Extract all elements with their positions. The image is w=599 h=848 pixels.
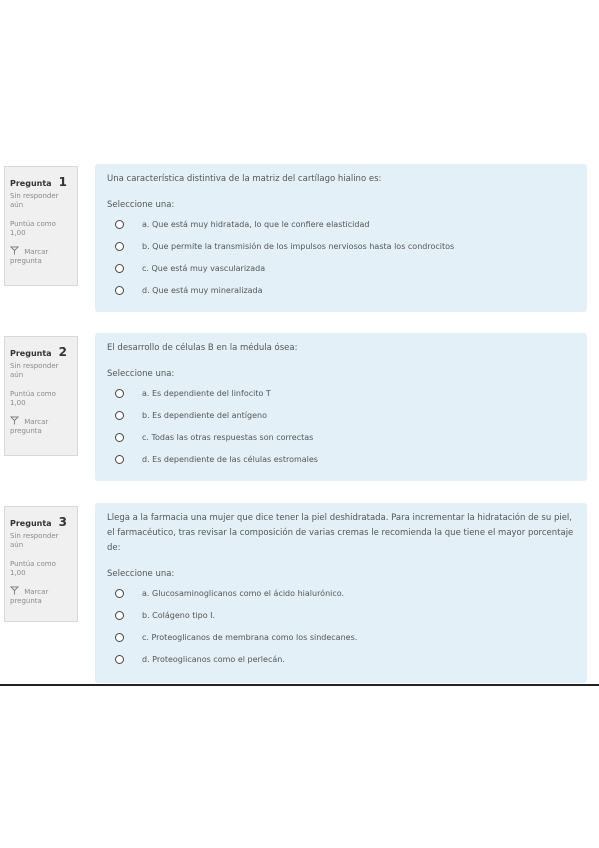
question-state: Sin responder aún [10,192,59,209]
question-grade: Puntúa como 1,00 [10,220,56,237]
flag-icon [10,246,19,255]
question-content [95,164,587,312]
question-number: 3 [58,515,68,529]
radio-button[interactable] [115,611,124,620]
question-info [4,166,78,286]
question-text: Una característica distintiva de la matriz del cartílago hialino es: [107,174,382,184]
radio-button[interactable] [115,455,124,464]
radio-button[interactable] [115,242,124,251]
answer-option-a[interactable]: a. Glucosaminoglicanos como el ácido hialurónico. [107,582,575,604]
question-state: Sin responder aún [10,532,59,549]
question-text: Llega a la farmacia una mujer que dice tener la piel deshidratada. Para incrementar la hidratación de su piel, el farmacéutico, tras revisar la composición de varias cremas le recomienda la que tiene el mayor porcentaje de: [107,513,574,553]
answer-prompt: Seleccione una: [107,569,175,579]
question-content [95,333,587,481]
radio-button[interactable] [115,264,124,273]
flag-icon [10,586,19,595]
flag-label: Marcar pregunta [10,248,49,265]
question-info [4,336,78,456]
question-content [95,503,587,683]
answer-option-b[interactable]: b. Es dependiente del antígeno [107,404,575,426]
answer-option-c[interactable]: c. Que está muy vascularizada [107,257,575,279]
question-number: 2 [58,345,68,359]
radio-button[interactable] [115,433,124,442]
answer-options [107,213,575,301]
answer-options [107,582,575,670]
radio-button[interactable] [115,411,124,420]
question-grade: Puntúa como 1,00 [10,560,56,577]
flag-question-link[interactable] [10,246,72,266]
question-label: Pregunta [10,349,52,358]
question-state: Sin responder aún [10,362,59,379]
answer-prompt: Seleccione una: [107,369,175,379]
radio-button[interactable] [115,655,124,664]
answer-option-c[interactable]: c. Todas las otras respuestas son correctas [107,426,575,448]
question-grade: Puntúa como 1,00 [10,390,56,407]
radio-button[interactable] [115,389,124,398]
radio-button[interactable] [115,220,124,229]
page-divider [0,684,599,686]
radio-button[interactable] [115,286,124,295]
question-text: El desarrollo de células B en la médula ósea: [107,343,298,353]
flag-question-link[interactable] [10,586,72,606]
answer-option-d[interactable]: d. Es dependiente de las células estromales [107,448,575,470]
answer-option-b[interactable]: b. Colágeno tipo I. [107,604,575,626]
answer-prompt: Seleccione una: [107,200,175,210]
flag-question-link[interactable] [10,416,72,436]
flag-label: Marcar pregunta [10,418,49,435]
question-label: Pregunta [10,519,52,528]
question-info [4,506,78,622]
flag-label: Marcar pregunta [10,588,49,605]
answer-option-a[interactable]: a. Que está muy hidratada, lo que le confiere elasticidad [107,213,575,235]
flag-icon [10,416,19,425]
answer-option-d[interactable]: d. Proteoglicanos como el perlecán. [107,648,575,670]
answer-option-c[interactable]: c. Proteoglicanos de membrana como los sindecanes. [107,626,575,648]
answer-option-a[interactable]: a. Es dependiente del linfocito T [107,382,575,404]
question-label: Pregunta [10,179,52,188]
radio-button[interactable] [115,589,124,598]
answer-option-d[interactable]: d. Que está muy mineralizada [107,279,575,301]
question-number: 1 [58,175,68,189]
answer-option-b[interactable]: b. Que permite la transmisión de los impulsos nerviosos hasta los condrocitos [107,235,575,257]
answer-options [107,382,575,470]
radio-button[interactable] [115,633,124,642]
